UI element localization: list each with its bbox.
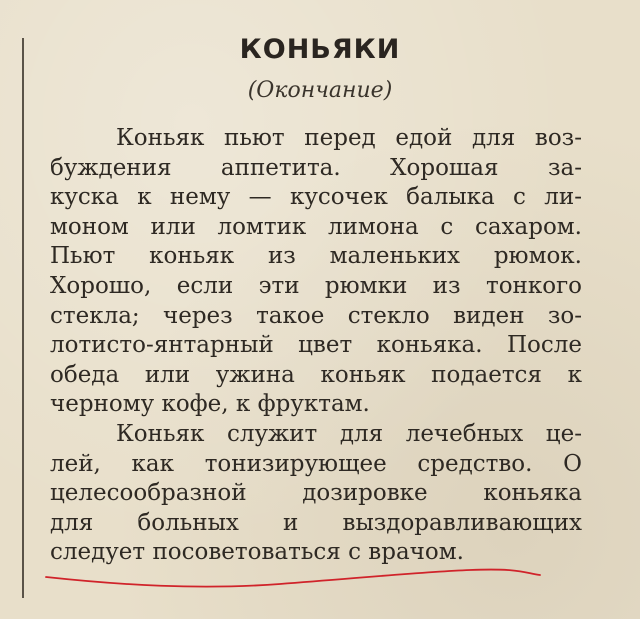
margin-rule [22, 38, 24, 598]
text-line: для больных и выздоравливающих [50, 509, 582, 536]
text-line: куска к нему — кусочек балыка с ли- [50, 184, 582, 211]
article-body [50, 124, 582, 568]
text-line: лей, как тонизирующее средство. О [50, 450, 582, 477]
text-line: следует посоветоваться с врачом. [50, 539, 464, 566]
text-line: моном или ломтик лимона с сахаром. [50, 213, 582, 240]
text-line: стекла; через такое стекло виден зо- [50, 302, 582, 329]
article-title: КОНЬЯКИ [239, 34, 401, 65]
text-line: Пьют коньяк из маленьких рюмок. [50, 243, 582, 270]
text-line: целесообразной дозировке коньяка [50, 480, 582, 507]
text-line: черному кофе, к фруктам. [50, 391, 370, 418]
text-line: обеда или ужина коньяк подается к [50, 361, 582, 388]
article-subtitle: (Окончание) [247, 78, 393, 103]
text-line: Коньяк служит для лечебных це- [116, 420, 582, 447]
text-line: буждения аппетита. Хорошая за- [50, 154, 582, 181]
text-line: Хорошо, если эти рюмки из тонкого [50, 272, 582, 299]
text-line: Коньяк пьют перед едой для воз- [116, 125, 582, 151]
text-line: лотисто-янтарный цвет коньяка. После [50, 332, 582, 359]
